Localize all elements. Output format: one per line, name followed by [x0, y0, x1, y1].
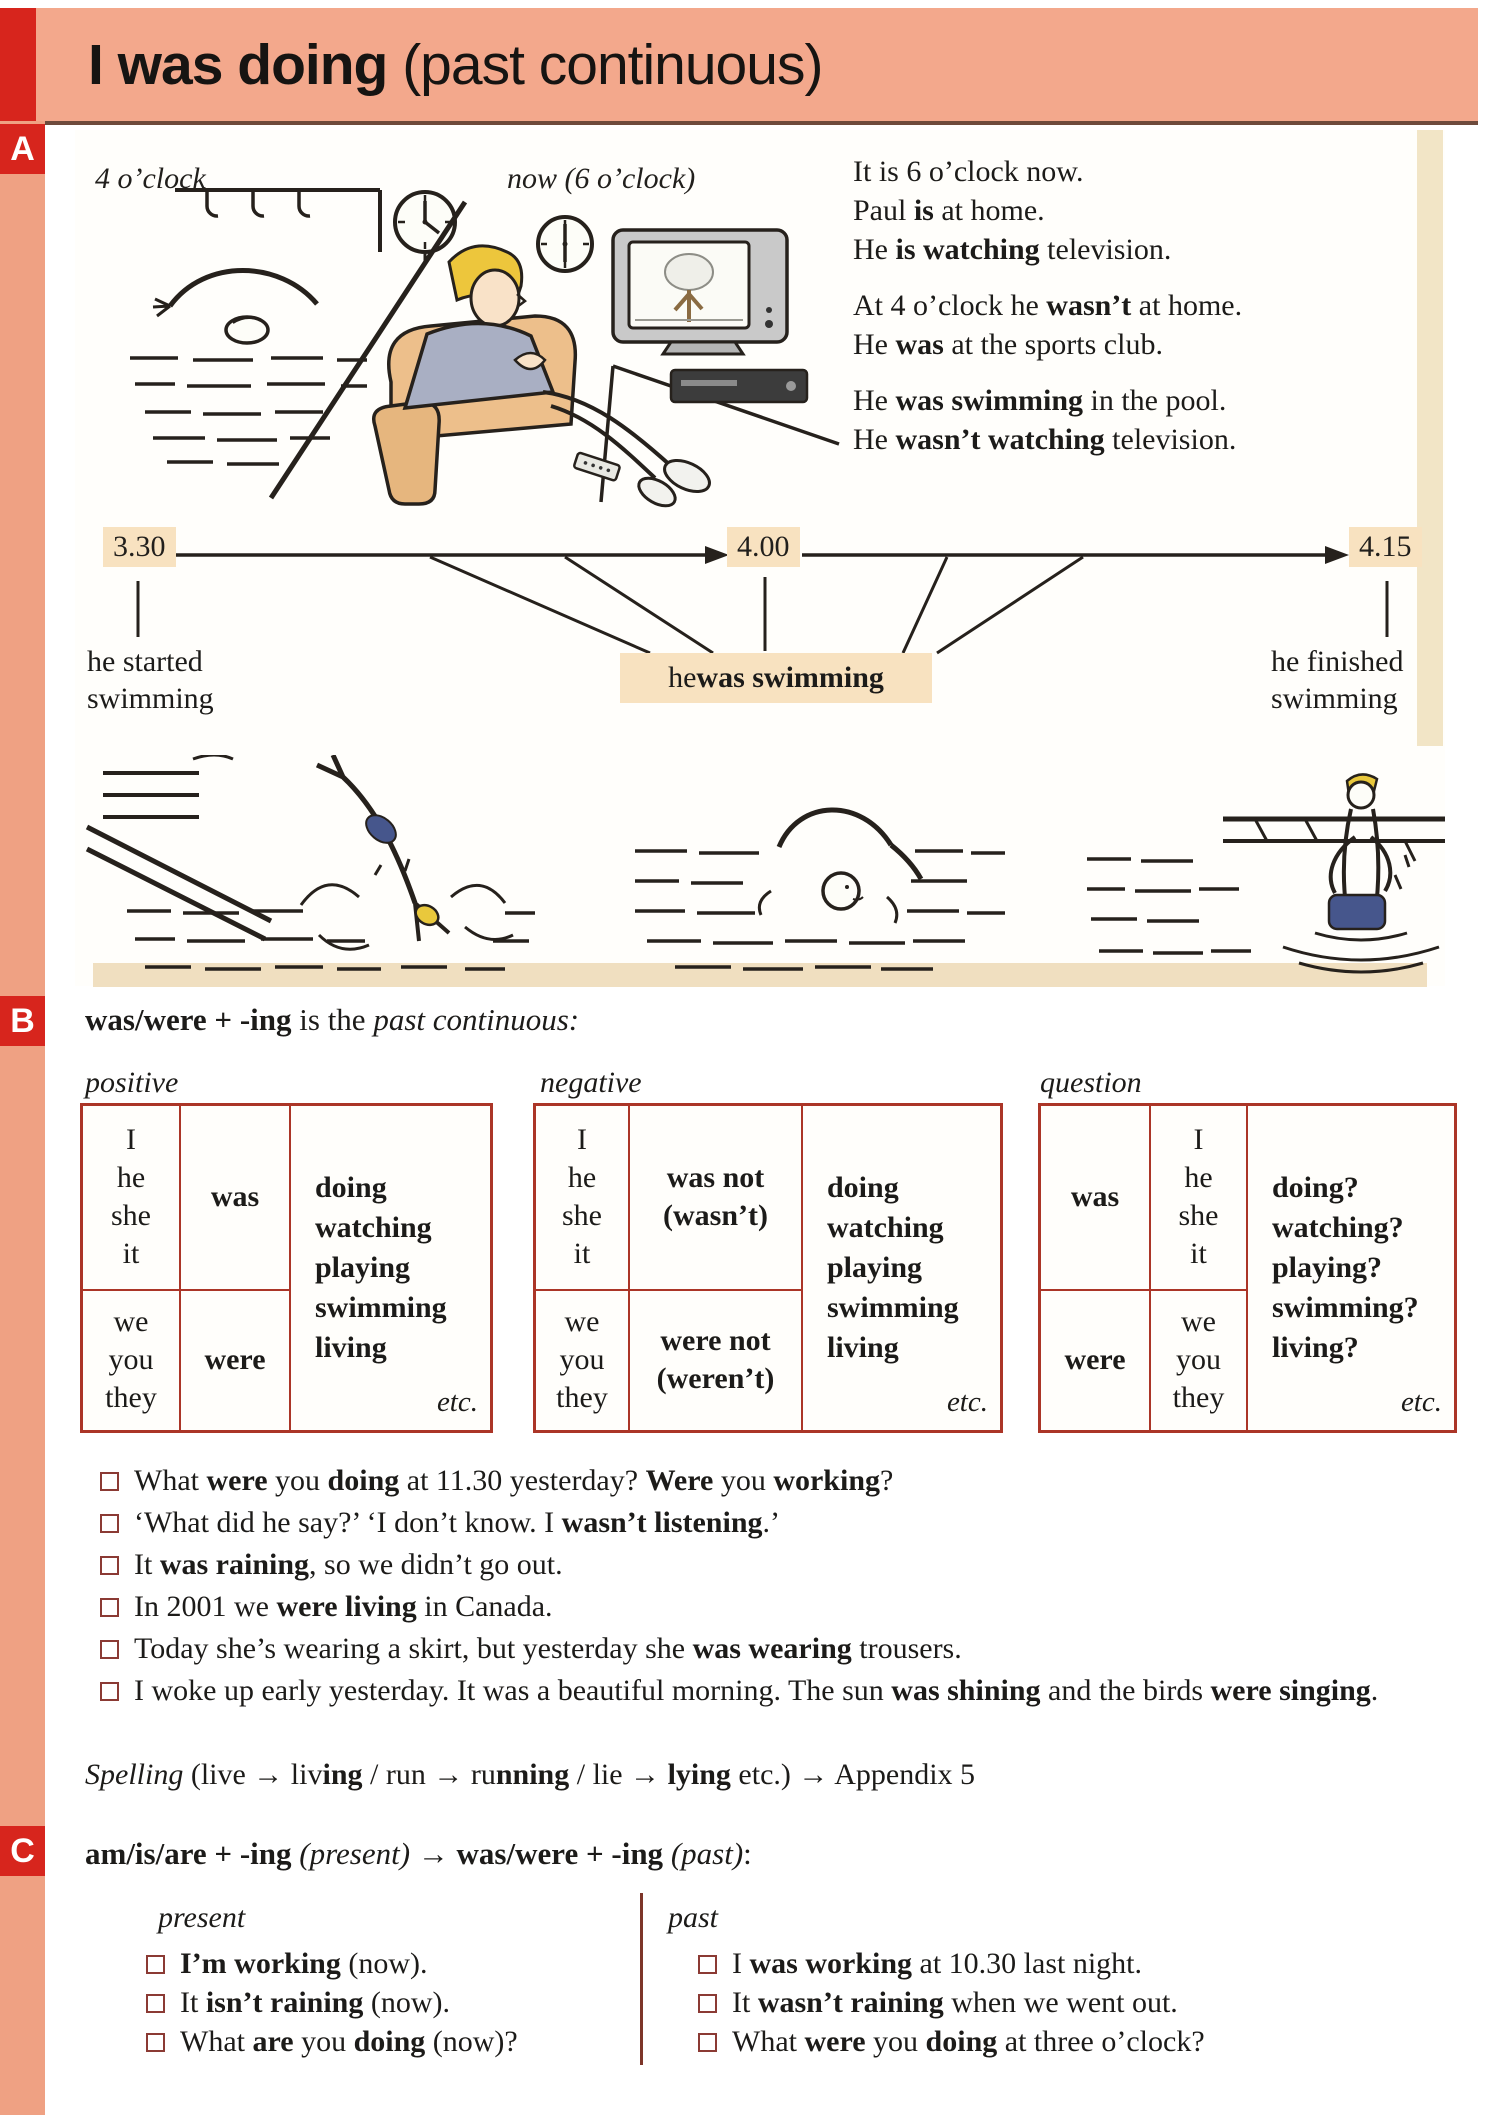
- verbs-cell: [803, 1106, 1000, 1430]
- aux-cell: was not (wasn’t): [630, 1106, 803, 1291]
- subjects-cell: we you they: [1151, 1291, 1248, 1430]
- question-table: [1038, 1103, 1457, 1433]
- unit-title-band: [36, 8, 1478, 125]
- verbs-cell: [1248, 1106, 1454, 1430]
- time-415: 4.15: [1349, 527, 1422, 567]
- unit-title-bold: I was doing: [88, 32, 388, 97]
- example-sentence: I was working at 10.30 last night.: [698, 1944, 1205, 1983]
- positive-table: [80, 1103, 493, 1433]
- bullet-square-icon: [698, 1955, 717, 1974]
- text-line: He is watching television.: [853, 233, 1172, 266]
- example-sentence: I woke up early yesterday. It was a beautiful morning. The sun was shining and the birds were singing.: [100, 1671, 1400, 1711]
- subjects-cell: I he she it: [83, 1106, 181, 1291]
- diving-in-scene: [87, 755, 535, 969]
- aux-cell: were not (weren’t): [630, 1291, 803, 1430]
- bullet-square-icon: [100, 1472, 119, 1491]
- question-label: question: [1040, 1066, 1142, 1099]
- time-330: 3.30: [103, 527, 176, 567]
- example-sentence: What are you doing (now)?: [146, 2022, 518, 2061]
- aux-cell: was: [1041, 1106, 1151, 1291]
- bullet-square-icon: [698, 1994, 717, 2013]
- subjects-cell: I he she it: [536, 1106, 630, 1291]
- section-c-intro: am/is/are + -ing (present) → was/were + -ing (past):: [85, 1836, 752, 1871]
- present-examples: [146, 1944, 518, 2061]
- section-a-text: [853, 152, 1438, 476]
- text-line: He was at the sports club.: [853, 328, 1163, 361]
- bullet-square-icon: [146, 2033, 165, 2052]
- negative-table: [533, 1103, 1003, 1433]
- etc-label: etc.: [946, 1386, 988, 1418]
- text-line: He wasn’t watching television.: [853, 423, 1237, 456]
- section-a-badge: A: [0, 124, 45, 174]
- arrowhead-icon: [705, 546, 729, 564]
- left-margin-strip: [0, 121, 45, 2115]
- present-column-label: present: [158, 1901, 246, 1934]
- column-divider-line: [640, 1893, 643, 2065]
- example-sentence: It was raining, so we didn’t go out.: [100, 1545, 1400, 1585]
- climbing-out-scene: [1087, 774, 1445, 972]
- swimming-sequence-illustration: [75, 755, 1445, 985]
- section-a-panel: [75, 130, 1445, 986]
- tv-icon: [613, 230, 787, 354]
- bullet-square-icon: [100, 1556, 119, 1575]
- aux-cell: were: [1041, 1291, 1151, 1430]
- subjects-cell: we you they: [536, 1291, 630, 1430]
- swimmer-figure: [153, 271, 317, 344]
- unit-title-light: (past continuous): [387, 32, 823, 97]
- negative-label: negative: [540, 1066, 642, 1099]
- example-sentence: What were you doing at three o’clock?: [698, 2022, 1205, 2061]
- time-400: 4.00: [727, 527, 800, 567]
- bullet-square-icon: [146, 1994, 165, 2013]
- past-column-label: past: [668, 1901, 719, 1934]
- corner-red-block: [0, 8, 36, 121]
- timeline-diagram: [75, 515, 1445, 750]
- scene-label-4-oclock: 4 o’clock: [95, 162, 206, 195]
- bullet-square-icon: [100, 1514, 119, 1533]
- subjects-cell: I he she it: [1151, 1106, 1248, 1291]
- bullet-square-icon: [100, 1682, 119, 1701]
- timeline-start-label: he started swimming: [87, 645, 214, 715]
- verb-list: doing watching playing swimming living: [827, 1171, 959, 1364]
- section-c-badge: C: [0, 1826, 45, 1876]
- etc-label: etc.: [1400, 1386, 1442, 1418]
- clock-6-oclock-icon: [538, 217, 592, 271]
- he-was-swimming-box: he was swimming: [620, 653, 932, 703]
- arrowhead-icon: [1325, 546, 1349, 564]
- text-line: At 4 o’clock he wasn’t at home.: [853, 289, 1243, 322]
- spelling-note: Spelling (live → living / run → running / lie → lying etc.) → Appendix 5: [85, 1758, 976, 1791]
- bullet-square-icon: [698, 2033, 717, 2052]
- example-sentence: ‘What did he say?’ ‘I don’t know. I wasn’t listening.’: [100, 1503, 1400, 1543]
- example-sentence: I’m working (now).: [146, 1944, 518, 1983]
- example-sentence: It wasn’t raining when we went out.: [698, 1983, 1205, 2022]
- scene-label-now: now (6 o’clock): [507, 162, 696, 195]
- aux-cell: was: [181, 1106, 291, 1291]
- section-b-badge: B: [0, 996, 45, 1046]
- verb-list: doing watching playing swimming living: [315, 1171, 447, 1364]
- verbs-cell: [291, 1106, 490, 1430]
- example-sentence: Today she’s wearing a skirt, but yesterday she was wearing trousers.: [100, 1629, 1400, 1669]
- pool-water-lines: [130, 358, 367, 464]
- verb-list: doing? watching? playing? swimming? living?: [1272, 1171, 1419, 1364]
- remote-control-icon: [574, 452, 621, 481]
- bullet-square-icon: [100, 1640, 119, 1659]
- aux-cell: were: [181, 1291, 291, 1430]
- tv-scene: [374, 217, 839, 510]
- past-examples: [698, 1944, 1205, 2061]
- section-b-intro: was/were + -ing is the past continuous:: [85, 1002, 580, 1037]
- timeline-end-label: he finished swimming: [1271, 645, 1404, 715]
- section-b-examples: [100, 1461, 1400, 1713]
- example-sentence: What were you doing at 11.30 yesterday? Were you working?: [100, 1461, 1400, 1501]
- subjects-cell: we you they: [83, 1291, 181, 1430]
- bullet-square-icon: [100, 1598, 119, 1617]
- bullet-square-icon: [146, 1955, 165, 1974]
- text-line: It is 6 o’clock now.: [853, 155, 1084, 188]
- example-sentence: In 2001 we were living in Canada.: [100, 1587, 1400, 1627]
- text-line: He was swimming in the pool.: [853, 384, 1227, 417]
- swimming-scene: [635, 810, 1005, 969]
- desk: [601, 366, 839, 502]
- text-line: Paul is at home.: [853, 194, 1045, 227]
- positive-label: positive: [85, 1066, 179, 1099]
- example-sentence: It isn’t raining (now).: [146, 1983, 518, 2022]
- etc-label: etc.: [436, 1386, 478, 1418]
